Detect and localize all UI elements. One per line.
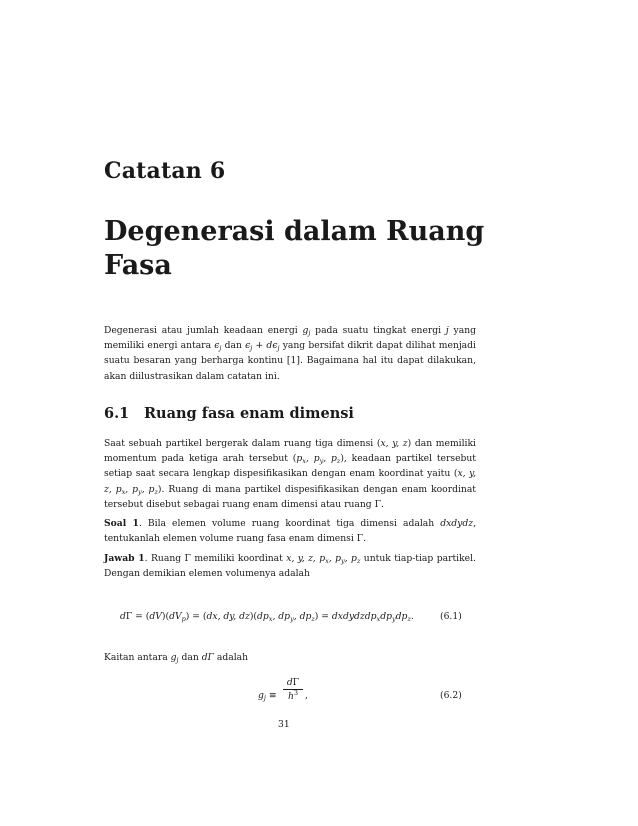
relation-paragraph: Kaitan antara $g_j$ dan dΓ adalah	[104, 652, 249, 664]
intro-text: dan	[221, 340, 246, 352]
intro-text: yang bersifat dikrit dapat dilihat menjadi suatu besaran yang berharga kontinu [1]. Bagaimana hal itu dapat dilakukan, akan diilustrasikan dalam catatan ini.	[104, 340, 476, 382]
math-eps-plus: $\epsilon_j + d\epsilon_j$	[245, 340, 280, 353]
intro-text: pada suatu tingkat energi	[310, 325, 446, 336]
section-number: 6.1	[104, 405, 130, 422]
math-j: j	[445, 325, 449, 336]
answer-paragraph: Jawab 1. Ruang Γ memiliki koordinat x, y, z, $p_x$, $p_y$, $p_z$ untuk tiap-tiap partikel. Dengan demikian elemen volumenya adalah	[104, 553, 476, 580]
page-number: 31	[278, 719, 290, 730]
problem-paragraph: Soal 1. Bila elemen volume ruang koordinat tiga dimensi adalah dxdydz, tentukanlah elemen volume ruang fasa enam dimensi Γ.	[104, 518, 476, 545]
math-dxdydz: dxdydz	[440, 518, 474, 529]
math-xyz: x, y, z	[380, 438, 408, 449]
equation-number: (6.1)	[440, 611, 462, 622]
book-page: Catatan 6 Degenerasi dalam Ruang Fasa Degenerasi atau jumlah keadaan energi $g_j$ pada suatu tingkat energi j yang memiliki energi antara $\epsilon_j$ dan $\epsilon_j + d\epsilon_j$ yang bersifat dikrit dapat dilihat menjadi suatu besaran yang berharga kontinu [1]. Bagaimana hal itu dapat dilakukan, akan diilustrasikan dalam catatan ini. 6.1 Ruang fasa enam dimensi Saat sebuah partikel bergerak dalam ruang tiga dimensi (x, y, z) dan memiliki momentum pada ketiga arah tersebut ($p_x$, $p_y$, $p_z$), keadaan partikel tersebut setiap saat secara lengkap dispesifikasikan dengan enam koordinat yaitu (x, y, z, $p_x$, $p_y$, $p_z$). Ruang di mana partikel dispesifikasikan dengan enam koordinat tersebut disebut sebagai ruang enam dimensi atau ruang Γ. Soal 1. Bila elemen volume ruang koordinat tiga dimensi adalah dxdydz, tentukanlah elemen volume ruang fasa enam dimensi Γ. Jawab 1. Ruang Γ memiliki koordinat x, y, z, $p_x$, $p_y$, $p_z$ untuk tiap-tiap partikel. Dengan demikian elemen volumenya adalah $d\Gamma = (dV)(dV_p) = (dx$, dy, $dz)(dp_x$, $dp_y$, $dp_z$) = $dxdydzdp_xdp_ydp_z$. (6.1) Kaitan antara $g_j$ dan dΓ adalah $g_j$ ≡ dΓ $h^3$ , (6.2) 31	[0, 0, 638, 826]
section-heading	[104, 405, 354, 422]
equation-number: (6.2)	[440, 690, 462, 701]
math-g: $g_j$	[170, 652, 179, 664]
math-eps-j: $\epsilon_j$	[214, 340, 222, 353]
answer-label: Jawab 1	[104, 553, 145, 564]
math-six-coords: x, y, z, $p_x$, $p_y$, $p_z$	[104, 468, 476, 496]
phase-space-paragraph: Saat sebuah partikel bergerak dalam ruang tiga dimensi (x, y, z) dan memiliki momentum pada ketiga arah tersebut ($p_x$, $p_y$, $p_z$), keadaan partikel tersebut setiap saat secara lengkap dispesifikasikan dengan enam koordinat yaitu (x, y, z, $p_x$, $p_y$, $p_z$). Ruang di mana partikel dispesifikasikan dengan enam koordinat tersebut disebut sebagai ruang enam dimensi atau ruang Γ.	[104, 438, 476, 510]
chapter-title: Degenerasi dalam Ruang Fasa	[104, 216, 485, 281]
equation-6-1: $d\Gamma = (dV)(dV_p) = (dx$, dy, $dz)(dp_x$, $dp_y$, $dp_z$) = $dxdydzdp_xdp_ydp_z$.	[120, 611, 414, 623]
math-g: $g_j$	[302, 325, 311, 337]
math-coords: x, y, z, $p_x$, $p_y$, $p_z$	[286, 553, 361, 565]
chapter-label: Catatan 6	[104, 158, 226, 184]
problem-label: Soal 1	[104, 518, 139, 529]
math-dgamma: dΓ	[201, 652, 214, 663]
fraction: dΓ $h^3$	[283, 677, 303, 702]
intro-text: Degenerasi atau jumlah keadaan energi	[104, 325, 303, 336]
section-title: Ruang fasa enam dimensi	[144, 405, 354, 422]
intro-paragraph	[104, 323, 476, 384]
intro-text: yang memiliki energi antara	[104, 325, 476, 352]
math-pxyz: $p_x$, $p_y$, $p_z$	[296, 453, 341, 466]
